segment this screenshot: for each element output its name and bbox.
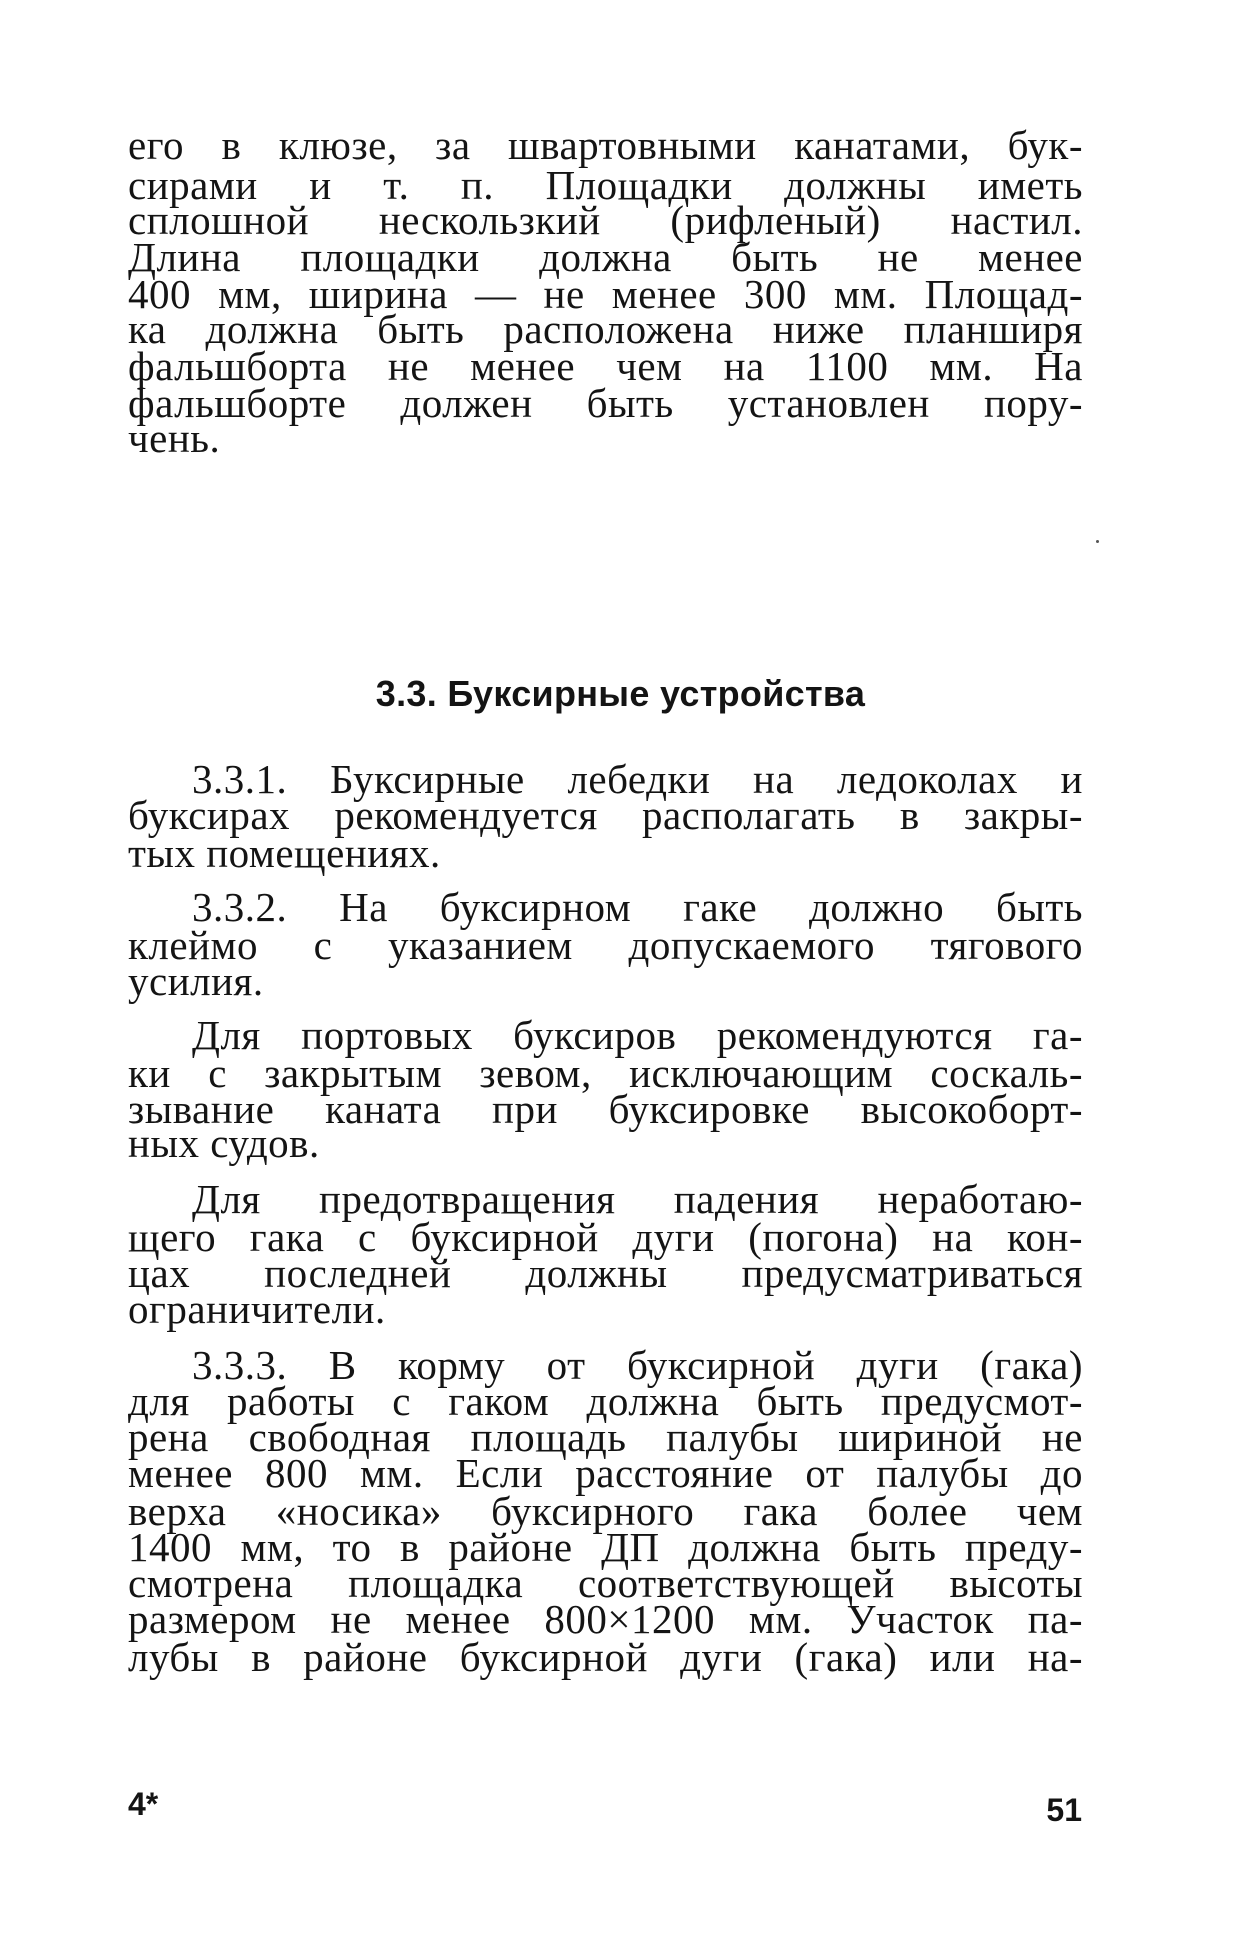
text-line: смотрена площадка соответствующей высоты xyxy=(128,1560,1083,1606)
text-line: 400 мм, ширина — не менее 300 мм. Площад- xyxy=(128,271,1083,317)
text-line: ка должна быть расположена ниже планширя xyxy=(128,306,1083,352)
text-line: его в клюзе, за швартовными канатами, бук- xyxy=(128,122,1083,168)
text-line: Для портовых буксиров рекомендуются га- xyxy=(192,1012,1083,1058)
text-line: клеймо с указанием допускаемого тягового xyxy=(128,922,1083,968)
print-speck xyxy=(1096,540,1099,543)
text-line: 1400 мм, то в районе ДП должна быть преду- xyxy=(128,1524,1083,1570)
text-line: для работы с гаком должна быть предусмот- xyxy=(128,1378,1083,1424)
text-line: цах последней должны предусматриваться xyxy=(128,1250,1083,1296)
text-line: зывание каната при буксировке высокоборт- xyxy=(128,1086,1083,1132)
text-line: лубы в районе буксирной дуги (гака) или на- xyxy=(128,1634,1083,1680)
text-line: ограничители. xyxy=(128,1286,386,1332)
text-line: 3.3.3. В корму от буксирной дуги (гака) xyxy=(192,1342,1083,1388)
text-line: рена свободная площадь палубы шириной не xyxy=(128,1414,1083,1460)
text-line: щего гака с буксирной дуги (погона) на кон- xyxy=(128,1214,1083,1260)
text-line: 3.3.1. Буксирные лебедки на ледоколах и xyxy=(192,756,1083,802)
text-line: размером не менее 800×1200 мм. Участок па- xyxy=(128,1596,1083,1642)
text-line: ных судов. xyxy=(128,1120,320,1166)
text-line: тых помещениях. xyxy=(128,830,441,876)
text-line: 3.3.2. На буксирном гаке должно быть xyxy=(192,884,1083,930)
signature-mark: 4* xyxy=(128,1786,159,1822)
text-line: фальшборте должен быть установлен пору- xyxy=(128,380,1083,426)
text-line: Для предотвращения падения неработаю- xyxy=(192,1176,1083,1222)
page-number: 51 xyxy=(1046,1792,1082,1828)
text-line: чень. xyxy=(128,415,221,461)
text-line: Длина площадки должна быть не менее xyxy=(128,234,1083,280)
section-heading: 3.3. Буксирные устройства xyxy=(375,673,866,714)
text-line: сирами и т. п. Площадки должны иметь xyxy=(128,162,1083,208)
text-line: сплошной нескользкий (рифленый) настил. xyxy=(128,197,1083,243)
text-line: верха «носика» буксирного гака более чем xyxy=(128,1488,1083,1534)
text-line: буксирах рекомендуется располагать в закры- xyxy=(128,792,1083,838)
text-line: ки с закрытым зевом, исключающим соскаль- xyxy=(128,1050,1083,1096)
text-line: усилия. xyxy=(128,958,264,1004)
text-line: менее 800 мм. Если расстояние от палубы до xyxy=(128,1450,1083,1496)
text-line: фальшборта не менее чем на 1100 мм. На xyxy=(128,343,1083,389)
